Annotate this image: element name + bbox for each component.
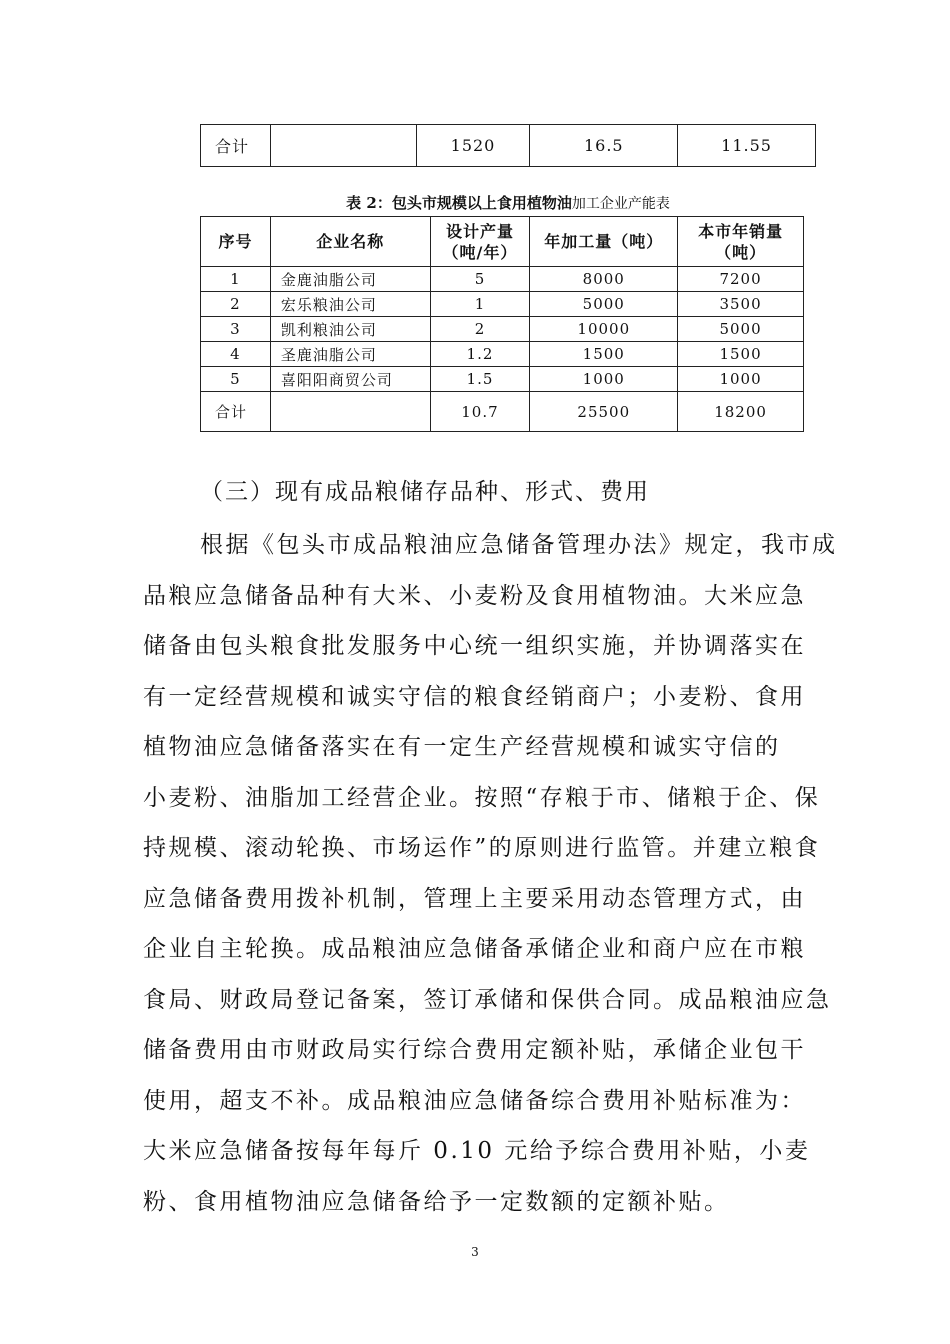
table-cell: 1.5 <box>430 367 530 392</box>
table1-total-cell: 1520 <box>416 125 530 167</box>
table-cell: 3500 <box>678 292 804 317</box>
paragraph-line: 根据《包头市成品粮油应急储备管理办法》规定，我市成 <box>200 532 838 558</box>
paragraph-line: 应急储备费用拨补机制，管理上主要采用动态管理方式，由 <box>143 885 806 912</box>
table2-total-label: 合计 <box>201 392 271 432</box>
table-cell: 金鹿油脂公司 <box>270 267 430 292</box>
table2-caption <box>200 192 816 213</box>
table-cell: 3 <box>201 317 271 342</box>
table-cell: 宏乐粮油公司 <box>270 292 430 317</box>
table1-total-cell: 11.55 <box>678 125 816 167</box>
table2-header-cell: 年加工量（吨） <box>530 217 678 267</box>
table-cell: 1.2 <box>430 342 530 367</box>
paragraph-line: 食局、财政局登记备案，签订承储和保供合同。成品粮油应急 <box>143 986 832 1013</box>
table-row <box>201 317 804 342</box>
table-cell: 1500 <box>530 342 678 367</box>
paragraph-line: 小麦粉、油脂加工经营企业。按照“存粮于市、储粮于企、保 <box>143 784 821 811</box>
table2-caption-light: 加工企业产能表 <box>571 196 670 212</box>
table-cell: 7200 <box>678 267 804 292</box>
paragraph-line: 使用，超支不补。成品粮油应急储备综合费用补贴标准为： <box>143 1087 806 1114</box>
table-cell: 5000 <box>530 292 678 317</box>
table-cell: 圣鹿油脂公司 <box>270 342 430 367</box>
table1-total-row <box>201 125 816 167</box>
table-cell: 1500 <box>678 342 804 367</box>
table1-total-cell: 16.5 <box>530 125 678 167</box>
table2-total-row <box>201 392 804 432</box>
capacity-table-1-fragment <box>200 124 816 167</box>
table-cell: 18200 <box>678 392 804 432</box>
paragraph-line: 植物油应急储备落实在有一定生产经营规模和诚实守信的 <box>143 734 781 760</box>
table2-header-cell: 设计产量（吨/年） <box>430 217 530 267</box>
paragraph-line: 储备费用由市财政局实行综合费用定额补贴，承储企业包干 <box>143 1037 806 1063</box>
body-paragraph <box>143 520 838 1227</box>
table-cell: 凯利粮油公司 <box>270 317 430 342</box>
paragraph-line: 有一定经营规模和诚实守信的粮食经销商户；小麦粉、食用 <box>143 683 806 710</box>
paragraph-line: 粉、食用植物油应急储备给予一定数额的定额补贴。 <box>143 1188 730 1215</box>
table-cell: 5 <box>430 267 530 292</box>
paragraph-line: 大米应急储备按每年每斤 0.10 元给予综合费用补贴，小麦 <box>143 1138 811 1164</box>
table2-caption-bold: 表 2：包头市规模以上食用植物油 <box>346 194 572 212</box>
paragraph-line: 企业自主轮换。成品粮油应急储备承储企业和商户应在市粮 <box>143 936 806 962</box>
table2-header-cell: 序号 <box>201 217 271 267</box>
oil-processing-capacity-table <box>200 216 804 432</box>
paragraph-line: 储备由包头粮食批发服务中心统一组织实施，并协调落实在 <box>143 633 806 659</box>
table-cell: 10.7 <box>430 392 530 432</box>
paragraph-line: 持规模、滚动轮换、市场运作”的原则进行监管。并建立粮食 <box>143 835 821 861</box>
table-row <box>201 267 804 292</box>
table-row <box>201 292 804 317</box>
table-cell: 1 <box>201 267 271 292</box>
table-cell: 1000 <box>678 367 804 392</box>
page-number: 3 <box>471 1245 479 1259</box>
table-cell: 5 <box>201 367 271 392</box>
table-cell: 5000 <box>678 317 804 342</box>
table2-header-row <box>201 217 804 267</box>
table-cell <box>270 392 430 432</box>
table-cell: 8000 <box>530 267 678 292</box>
table-cell: 1000 <box>530 367 678 392</box>
table1-total-cell <box>270 125 416 167</box>
table1-total-label: 合计 <box>201 125 271 167</box>
table-row <box>201 342 804 367</box>
table-row <box>201 367 804 392</box>
table-cell: 4 <box>201 342 271 367</box>
paragraph-line: 品粮应急储备品种有大米、小麦粉及食用植物油。大米应急 <box>143 582 806 609</box>
table-cell: 2 <box>430 317 530 342</box>
table-cell: 喜阳阳商贸公司 <box>270 367 430 392</box>
table2-header-cell: 企业名称 <box>270 217 430 267</box>
table-cell: 10000 <box>530 317 678 342</box>
section-heading: （三）现有成品粮储存品种、形式、费用 <box>200 479 650 505</box>
table2-header-cell: 本市年销量（吨） <box>678 217 804 267</box>
table-cell: 2 <box>201 292 271 317</box>
table-cell: 1 <box>430 292 530 317</box>
table-cell: 25500 <box>530 392 678 432</box>
